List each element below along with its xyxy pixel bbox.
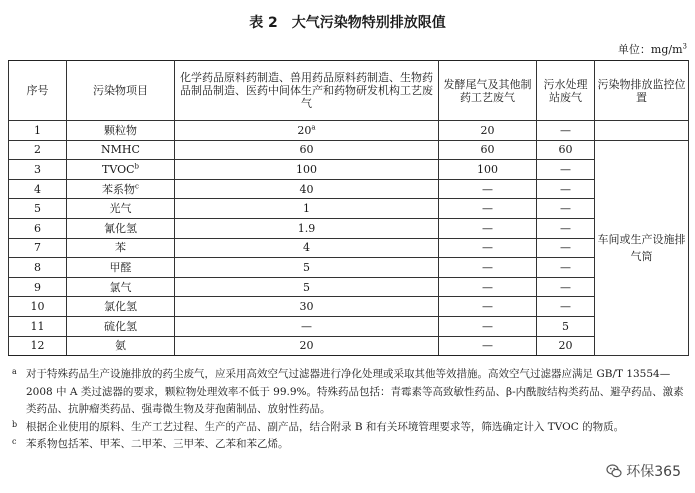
cell-value-col3 — [537, 218, 595, 238]
cell-value-col1-text: — — [301, 319, 312, 333]
note-item — [8, 436, 688, 454]
cell-no-text: 12 — [30, 339, 45, 353]
cell-item — [67, 160, 175, 180]
cell-item-text: 颗粒物 — [104, 123, 137, 137]
header-col1: 化学药品原料药制造、兽用药品原料药制造、生物药品制品制造、医药中间体生产和药物研发机构工艺废气 — [175, 61, 439, 121]
cell-value-col1-text: 5 — [303, 260, 310, 274]
cell-value-col3 — [537, 179, 595, 199]
cell-value-col2 — [439, 179, 537, 199]
table-row — [9, 199, 689, 219]
cell-value-col1 — [175, 316, 439, 336]
table-header-row — [9, 61, 689, 121]
cell-value-col3-text: 5 — [562, 319, 569, 333]
cell-value-col3-text: — — [560, 300, 571, 314]
cell-item-footnote-mark: b — [134, 162, 139, 171]
cell-value-col1-text: 1.9 — [297, 221, 316, 235]
header-col3: 污水处理站废气 — [537, 61, 595, 121]
cell-monitor-location-empty — [595, 121, 689, 141]
cell-item-text: 甲醛 — [109, 260, 132, 274]
cell-no — [9, 258, 67, 278]
watermark — [604, 461, 683, 481]
cell-no-text: 1 — [34, 123, 41, 137]
watermark-text: 环保365 — [626, 464, 681, 480]
cell-value-col3-text: — — [560, 241, 571, 255]
cell-monitor-location: 车间或生产设施排气筒 — [595, 140, 689, 356]
cell-no — [9, 218, 67, 238]
cell-value-col2-text: 60 — [480, 143, 495, 157]
cell-value-col2-text: — — [482, 202, 493, 216]
cell-no — [9, 238, 67, 258]
note-text: 苯系物包括苯、甲苯、二甲苯、三甲苯、乙苯和苯乙烯。 — [26, 438, 289, 450]
table-title: 表 2 大气污染物特别排放限值 — [249, 15, 446, 31]
cell-item-text: 氯气 — [109, 280, 132, 294]
cell-value-col2 — [439, 160, 537, 180]
cell-no — [9, 160, 67, 180]
cell-value-col2-text: 100 — [477, 162, 498, 176]
cell-value-col1 — [175, 199, 439, 219]
cell-value-col1-text: 20 — [299, 339, 314, 353]
note-text: 根据企业使用的原料、生产工艺过程、生产的产品、副产品，结合附录 B 和有关环境管理要求等，筛选确定计入 TVOC 的物质。 — [26, 420, 625, 433]
cell-no — [9, 297, 67, 317]
cell-value-col1-footnote-mark: a — [311, 123, 316, 132]
cell-value-col3-text: — — [560, 202, 571, 216]
cell-value-col2 — [439, 199, 537, 219]
cell-item — [67, 179, 175, 199]
cell-value-col3-text: — — [560, 162, 571, 176]
cell-item-text: 苯 — [115, 241, 126, 255]
cell-value-col3-text: — — [560, 260, 571, 274]
cell-no — [9, 316, 67, 336]
header-item: 污染物项目 — [67, 61, 175, 121]
cell-value-col1 — [175, 140, 439, 160]
cell-item — [67, 297, 175, 317]
cell-value-col1-text: 5 — [303, 280, 310, 294]
cell-value-col1-text: 30 — [299, 300, 314, 314]
cell-value-col3-text: — — [560, 182, 571, 196]
cell-value-col1 — [175, 218, 439, 238]
cell-no — [9, 336, 67, 356]
cell-value-col1 — [175, 258, 439, 278]
cell-no-text: 8 — [34, 260, 41, 274]
cell-value-col3-text: 60 — [558, 143, 573, 157]
note-item — [8, 366, 688, 419]
table-row — [9, 121, 689, 141]
cell-value-col3-text: — — [560, 123, 571, 137]
cell-value-col3-text: 20 — [558, 339, 573, 353]
cell-no — [9, 140, 67, 160]
cell-value-col2-text: — — [482, 280, 493, 294]
cell-value-col3 — [537, 199, 595, 219]
header-col2: 发酵尾气及其他制药工艺废气 — [439, 61, 537, 121]
cell-value-col1-text: 60 — [299, 143, 314, 157]
cell-no-text: 3 — [34, 162, 41, 176]
cell-value-col1 — [175, 336, 439, 356]
cell-item-text: 光气 — [109, 202, 132, 216]
table-row — [9, 140, 689, 160]
cell-value-col3 — [537, 160, 595, 180]
cell-value-col2 — [439, 140, 537, 160]
cell-no — [9, 121, 67, 141]
cell-value-col1-text: 20 — [297, 123, 312, 137]
cell-value-col3 — [537, 140, 595, 160]
cell-item — [67, 218, 175, 238]
cell-value-col2 — [439, 258, 537, 278]
note-item — [8, 419, 688, 437]
cell-no-text: 9 — [34, 280, 41, 294]
cell-value-col2 — [439, 316, 537, 336]
cell-value-col2 — [439, 238, 537, 258]
cell-no — [9, 179, 67, 199]
table-row — [9, 258, 689, 278]
cell-no-text: 10 — [30, 300, 45, 314]
cell-value-col3 — [537, 121, 595, 141]
cell-value-col2-text: — — [482, 319, 493, 333]
cell-no-text: 6 — [34, 221, 41, 235]
cell-value-col3 — [537, 238, 595, 258]
note-mark: a — [12, 367, 17, 376]
cell-no-text: 4 — [34, 182, 41, 196]
cell-no-text: 2 — [34, 143, 41, 157]
cell-item-text: 苯系物 — [102, 182, 136, 196]
cell-value-col2-text: — — [482, 241, 493, 255]
cell-item — [67, 258, 175, 278]
cell-value-col3 — [537, 316, 595, 336]
table-row — [9, 218, 689, 238]
cell-value-col3 — [537, 297, 595, 317]
table-row — [9, 277, 689, 297]
cell-item — [67, 277, 175, 297]
cell-item — [67, 336, 175, 356]
cell-value-col3 — [537, 277, 595, 297]
cell-value-col2-text: — — [482, 260, 493, 274]
cell-item-text: 氨 — [115, 339, 126, 353]
table-row — [9, 160, 689, 180]
cell-item-text: TVOC — [101, 162, 135, 176]
cell-value-col1 — [175, 121, 439, 141]
cell-item-text: 硫化氢 — [104, 319, 137, 333]
cell-value-col2-text: — — [482, 339, 493, 353]
cell-value-col1-text: 40 — [299, 182, 314, 196]
cell-no-text: 5 — [34, 202, 41, 216]
note-mark: b — [12, 419, 18, 429]
cell-no-text: 11 — [30, 319, 45, 333]
cell-value-col2 — [439, 121, 537, 141]
cell-value-col2-text: — — [482, 300, 493, 314]
emission-limits-table — [8, 60, 689, 356]
cell-no — [9, 199, 67, 219]
note-text: 对于特殊药品生产设施排放的药尘废气，应采用高效空气过滤器进行净化处理或采取其他等效措施。高效空气过滤器应满足 GB/T 13554—2008 中 A 类过滤器的要求，颗粒物处理效率不低于 99.9%。特殊药品包括：青霉素等高致敏性药品、β-内酰胺结构类药品、避孕药品、激素类药品、抗肿瘤类药品、强毒微生物及芽孢菌制品、放射性药品。 — [26, 368, 684, 415]
cell-value-col1 — [175, 238, 439, 258]
unit-text: 单位：mg/m — [617, 43, 683, 56]
cell-item-text: 氯化氢 — [104, 300, 137, 314]
table-row — [9, 297, 689, 317]
cell-value-col2 — [439, 218, 537, 238]
cell-value-col1 — [175, 297, 439, 317]
cell-value-col2-text: — — [482, 221, 493, 235]
unit-superscript: 3 — [682, 42, 687, 51]
cell-item — [67, 121, 175, 141]
cell-value-col1 — [175, 277, 439, 297]
cell-value-col2 — [439, 336, 537, 356]
cell-value-col1-text: 4 — [303, 241, 310, 255]
table-row — [9, 238, 689, 258]
table-notes — [8, 366, 688, 454]
cell-value-col1 — [175, 160, 439, 180]
cell-item — [67, 238, 175, 258]
header-no: 序号 — [9, 61, 67, 121]
cell-item — [67, 316, 175, 336]
note-mark: c — [12, 437, 17, 446]
table-row — [9, 336, 689, 356]
cell-value-col2 — [439, 277, 537, 297]
cell-item-footnote-mark: c — [135, 181, 139, 190]
cell-value-col2-text: — — [482, 182, 493, 196]
table-row — [9, 179, 689, 199]
header-col4: 污染物排放监控位置 — [595, 61, 689, 121]
cell-value-col3 — [537, 258, 595, 278]
cell-value-col1-text: 1 — [303, 202, 310, 216]
unit-label — [618, 41, 687, 57]
cell-item — [67, 199, 175, 219]
cell-value-col3 — [537, 336, 595, 356]
wechat-icon — [606, 463, 622, 479]
cell-value-col2-text: 20 — [480, 123, 495, 137]
cell-value-col2 — [439, 297, 537, 317]
cell-value-col3-text: — — [560, 280, 571, 294]
cell-item-text: NMHC — [101, 143, 140, 157]
cell-value-col1-text: 100 — [296, 162, 317, 176]
cell-item-text: 氰化氢 — [104, 221, 137, 235]
table-row — [9, 316, 689, 336]
cell-item — [67, 140, 175, 160]
cell-no-text: 7 — [34, 241, 41, 255]
cell-value-col3-text: — — [560, 221, 571, 235]
cell-value-col1 — [175, 179, 439, 199]
cell-no — [9, 277, 67, 297]
